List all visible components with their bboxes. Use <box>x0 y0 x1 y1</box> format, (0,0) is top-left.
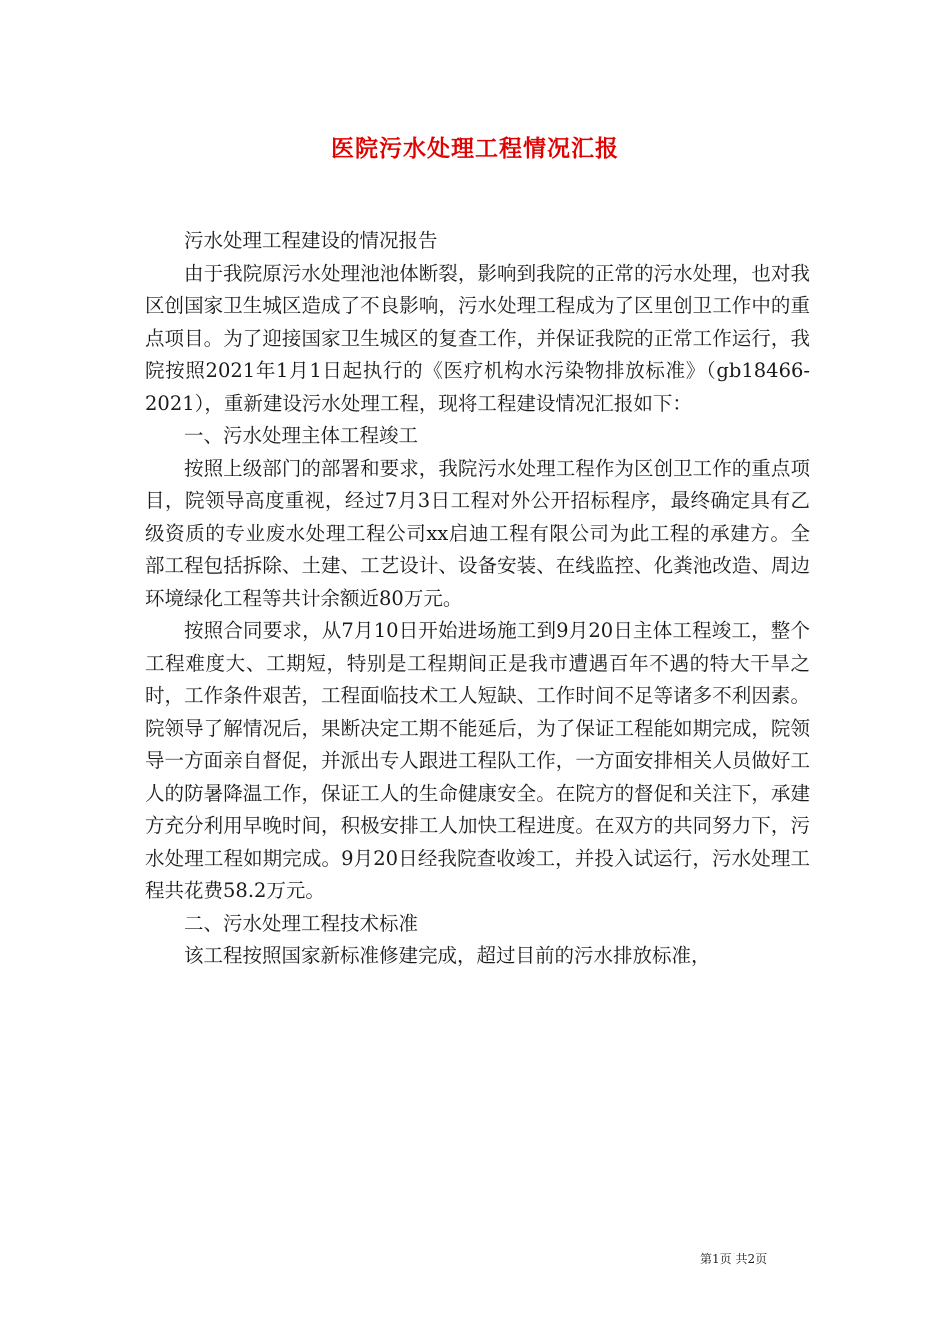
document-body <box>145 225 810 973</box>
document-title: 医院污水处理工程情况汇报 <box>331 135 619 162</box>
paragraph-intro: 由于我院原污水处理池池体断裂，影响到我院的正常的污水处理，也对我区创国家卫生城区造成了不良影响，污水处理工程成为了区里创卫工作中的重点项目。为了迎接国家卫生城区的复查工作，并保证我院的正常工作运行，我院按照2021年1月1日起执行的《医疗机构水污染物排放标准》（gb18466-2021），重新建设污水处理工程，现将工程建设情况汇报如下： <box>145 261 810 415</box>
paragraph-standard: 该工程按照国家新标准修建完成，超过目前的污水排放标准， <box>184 944 711 967</box>
section-heading-2: 二、污水处理工程技术标准 <box>184 911 419 935</box>
page-number: 第1页 共2页 <box>700 1252 768 1266</box>
paragraph-construction: 按照合同要求，从7月10日开始进场施工到9月20日主体工程竣工，整个工程难度大、工期短，特别是工程期间正是我市遭遇百年不遇的特大干旱之时，工作条件艰苦，工程面临技术工人短缺、工作时间不足等诸多不利因素。院领导了解情况后，果断决定工期不能延后，为了保证工程能如期完成，院领导一方面亲自督促，并派出专人跟进工程队工作，一方面安排相关人员做好工人的防暑降温工作，保证工人的生命健康安全。在院方的督促和关注下，承建方充分利用早晚时间，积极安排工人加快工程进度。在双方的共同努力下，污水处理工程如期完成。9月20日经我院查收竣工，并投入试运行，污水处理工程共花费58.2万元。 <box>145 619 810 902</box>
section-heading-1: 一、污水处理主体工程竣工 <box>184 424 419 447</box>
report-subtitle: 污水处理工程建设的情况报告 <box>184 229 438 252</box>
paragraph-bidding: 按照上级部门的部署和要求，我院污水处理工程作为区创卫工作的重点项目，院领导高度重视，经过7月3日工程对外公开招标程序，最终确定具有乙级资质的专业废水处理工程公司xx启迪工程有限公司为此工程的承建方。全部工程包括拆除、土建、工艺设计、设备安装、在线监控、化粪池改造、周边环境绿化工程等共计余额近80万元。 <box>145 456 810 610</box>
